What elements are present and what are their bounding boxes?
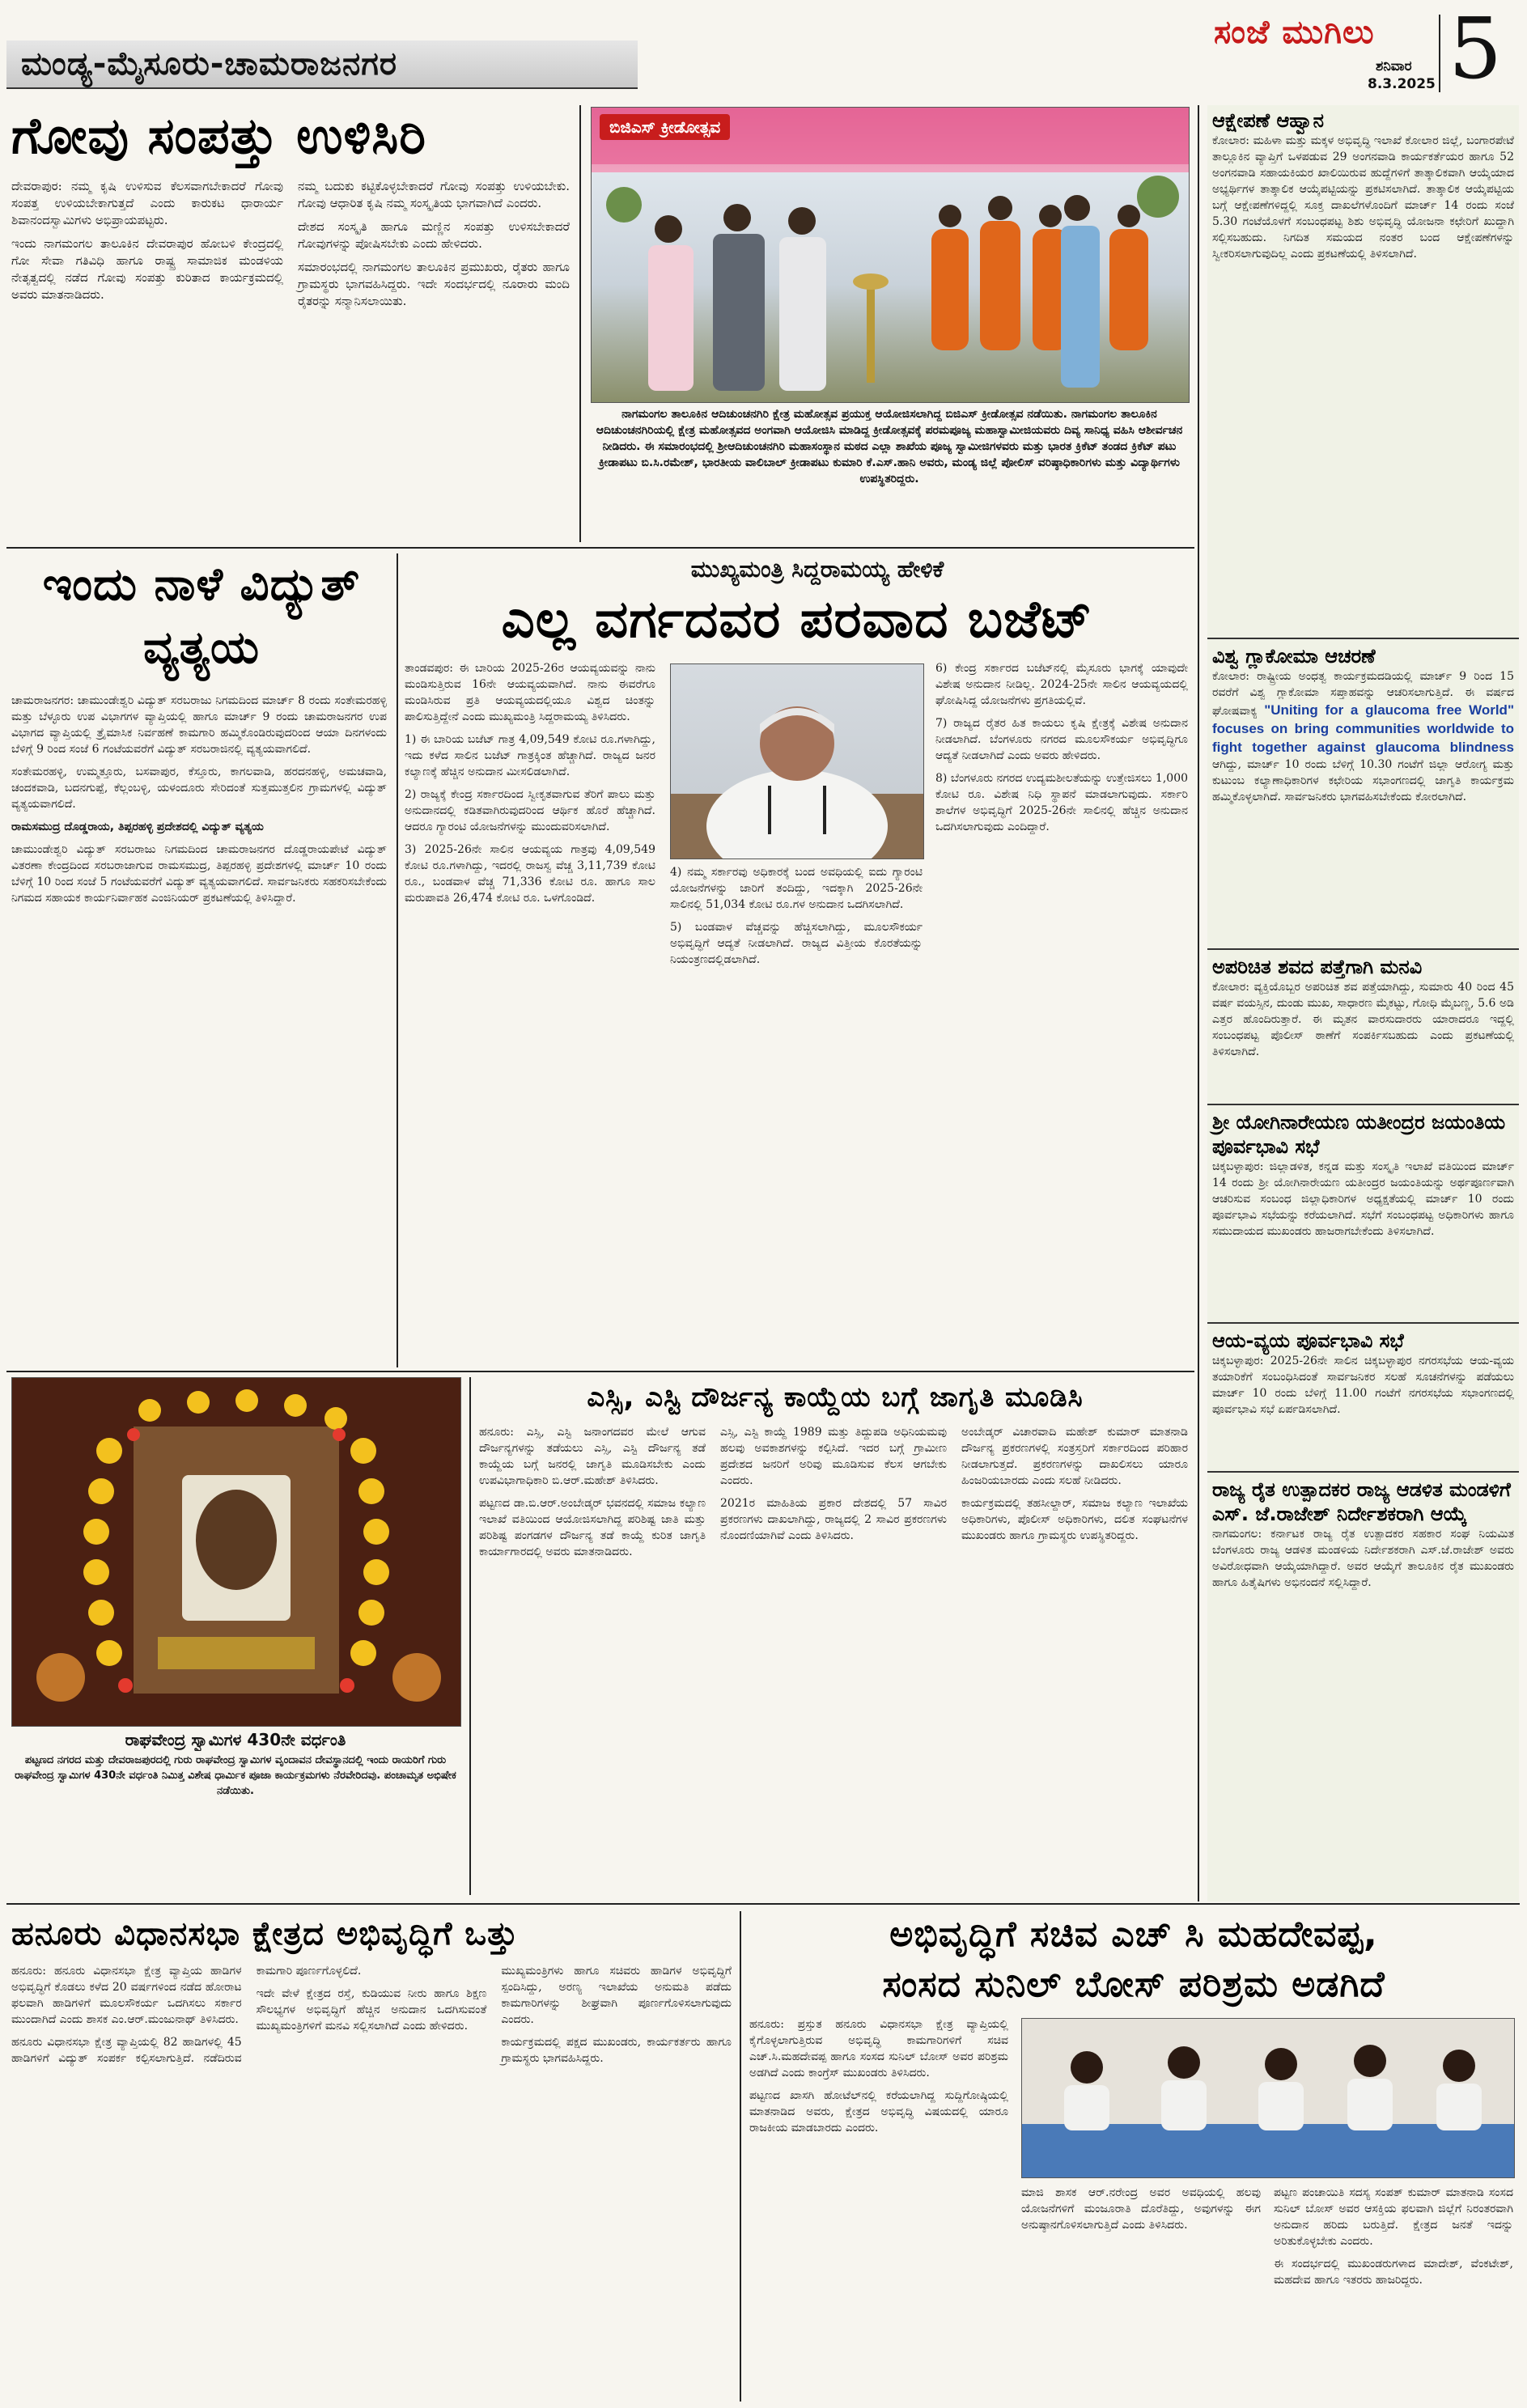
power-p2: ಸಂತೇಮರಹಳ್ಳಿ, ಉಮ್ಮತ್ತೂರು, ಬಸವಾಪುರ, ಕೆಸ್ತೂರು, ಕಾಗಲವಾಡಿ, ಹರದನಹಳ್ಳಿ, ಅಮಚವಾಡಿ, ಚಂದಕವಾಡಿ, ಬದನಗುಪ್ಪೆ, ಕೆಲ್ಲಂಬಳ್ಳಿ, ಯಳಂದೂರು ಸೇರಿದಂತೆ ಸುತ್ತಮುತ್ತಲಿನ ಗ್ರಾಮಗಳಲ್ಲಿ ವಿದ್ಯುತ್ ವ್ಯತ್ಯಯವಾಗಲಿದೆ. <box>11 765 387 811</box>
sidebar-s5-body: ಚಿಕ್ಕಬಳ್ಳಾಪುರ: 2025-26ನೇ ಸಾಲಿನ ಚಿಕ್ಕಬಳ್ಳಾಪುರ ನಗರಸಭೆಯ ಆಯ-ವ್ಯಯ ತಯಾರಿಕೆಗೆ ಸಂಬಂಧಿಸಿದಂತೆ ಸಾರ್ವಜನಿಕರ ಸಲಹೆ ಸೂಚನೆಗಳನ್ನು ಪಡೆಯಲು ಮಾರ್ಚ್ 10 ರಂದು ಬೆಳಿಗ್ಗೆ 11.00 ಗಂಟೆಗೆ ನಗರಸಭೆಯ ಸಭಾಂಗಣದಲ್ಲಿ ಪೂರ್ವಭಾವಿ ಸಭೆ ಏರ್ಪಡಿಸಲಾಗಿದೆ. <box>1212 1354 1514 1416</box>
sports-tag: ಬಿಜಿಎಸ್ ಕ್ರೀಡೋತ್ಸವ <box>600 114 730 140</box>
issue-date: 8.3.2025 <box>1368 76 1436 92</box>
temple-caption-body: ಪಟ್ಟಣದ ನಗರದ ಮತ್ತು ದೇವರಾಜಪುರದಲ್ಲಿ ಗುರು ರಾಘವೇಂದ್ರ ಸ್ವಾಮಿಗಳ ವೃಂದಾವನ ದೇವಸ್ಥಾನದಲ್ಲಿ ಇಂದು ರಾಯರಿಗೆ ಗುರು ರಾಘವೇಂದ್ರ ಸ್ವಾಮಿಗಳ 430ನೇ ವರ್ಧಂತಿ ನಿಮಿತ್ತ ವಿಶೇಷ ಧಾರ್ಮಿಕ ಪೂಜಾ ಕಾರ್ಯಕ್ರಮಗಳು ನೆರವೇರಿದವು. ಪಂಚಾಮೃತ ಅಭಿಷೇಕ ನಡೆಯಿತು. <box>15 1754 456 1797</box>
divider-v2 <box>397 553 398 1367</box>
power-p1: ಚಾಮರಾಜನಗರ: ಚಾಮುಂಡೇಶ್ವರಿ ವಿದ್ಯುತ್ ಸರಬರಾಜು ನಿಗಮದಿಂದ ಮಾರ್ಚ್ 8 ರಂದು ಸಂತೇಮರಹಳ್ಳಿ ಮತ್ತು ಬೆಳ್ಳೂರು ಉಪ ವಿಭಾಗಗಳ ವ್ಯಾಪ್ತಿಯಲ್ಲಿ ಹಾಗೂ ಮಾರ್ಚ್ 9 ರಂದು ಚಾಮರಾಜನಗರ ಉಪ ವಿಭಾಗದ ವ್ಯಾಪ್ತಿಯಲ್ಲಿ ತ್ರೈಮಾಸಿಕ ನಿರ್ವಹಣೆ ಕಾಮಗಾರಿ ಹಮ್ಮಿಕೊಂಡಿರುವುದರಿಂದ ಆಯಾ ದಿನಗಳಂದು ಬೆಳಿಗ್ಗೆ 9 ರಿಂದ ಸಂಜೆ 6 ಗಂಟೆಯವರೆಗೆ ವಿದ್ಯುತ್ ಸರಬರಾಜಿನಲ್ಲಿ ವ್ಯತ್ಯಯವಾಗಲಿದೆ. <box>11 694 387 756</box>
power-headline: ಇಂದು ನಾಳೆ ವಿದ್ಯುತ್ ವ್ಯತ್ಯಯ <box>42 558 361 674</box>
budget-col1 <box>405 660 655 1359</box>
scst-body <box>479 1424 1188 1893</box>
divider-v1 <box>579 105 581 542</box>
mahadevappa-p3: ಮಾಜಿ ಶಾಸಕ ಆರ್.ನರೇಂದ್ರ ಅವರ ಅವಧಿಯಲ್ಲಿ ಹಲವು ಯೋಜನೆಗಳಿಗೆ ಮಂಜೂರಾತಿ ದೊರೆತಿದ್ದು, ಅವುಗಳನ್ನು ಈಗ ಅನುಷ್ಠಾನಗೊಳಿಸಲಾಗುತ್ತಿದೆ ಎಂದು ತಿಳಿಸಿದರು. <box>1021 2186 1261 2232</box>
cow-p3: ನಮ್ಮ ಬದುಕು ಕಟ್ಟಿಕೊಳ್ಳಬೇಕಾದರೆ ಗೋವು ಸಂಪತ್ತು ಉಳಿಯಬೇಕು. ಗೋವು ಆಧಾರಿತ ಕೃಷಿ ನಮ್ಮ ಸಂಸ್ಕೃತಿಯ ಭಾಗವಾಗಿದೆ ಎಂದರು. <box>298 179 570 210</box>
sidebar-s6-body: ನಾಗಮಂಗಲ: ಕರ್ನಾಟಕ ರಾಜ್ಯ ರೈತ ಉತ್ಪಾದಕರ ಸಹಕಾರ ಸಂಘ ನಿಯಮಿತ ಬೆಂಗಳೂರು ರಾಜ್ಯ ಆಡಳಿತ ಮಂಡಳಿಯ ನಿರ್ದೇಶಕರಾಗಿ ಎಸ್.ಜೆ.ರಾಜೇಶ್ ಅವರು ಅವಿರೋಧವಾಗಿ ಆಯ್ಕೆಯಾಗಿದ್ದಾರೆ. ಅವರ ಆಯ್ಕೆಗೆ ತಾಲೂಕಿನ ರೈತ ಮುಖಂಡರು ಹಾಗೂ ಹಿತೈಷಿಗಳು ಅಭಿನಂದನೆ ಸಲ್ಲಿಸಿದ್ದಾರೆ. <box>1212 1528 1514 1589</box>
sidebar-s2-text2: ಆಗಿದ್ದು, ಮಾರ್ಚ್ 10 ರಂದು ಬೆಳಿಗ್ಗೆ 10.30 ಗಂಟೆಗೆ ಜಿಲ್ಲಾ ಆರೋಗ್ಯ ಮತ್ತು ಕುಟುಂಬ ಕಲ್ಯಾಣಾಧಿಕಾರಿಗಳ ಕಛೇರಿಯ ಸಭಾಂಗಣದಲ್ಲಿ ಜಾಗೃತಿ ಕಾರ್ಯಕ್ರಮ ಹಮ್ಮಿಕೊಳ್ಳಲಾಗಿದೆ. ಸಾರ್ವಜನಿಕರು ಭಾಗವಹಿಸಬೇಕೆಂದು ಕೋರಲಾಗಿದೆ. <box>1212 758 1514 803</box>
divider-h2 <box>6 1371 1194 1372</box>
mahadevappa-p2: ಪಟ್ಟಣದ ಖಾಸಗಿ ಹೋಟೆಲ್‌ನಲ್ಲಿ ಕರೆಯಲಾಗಿದ್ದ ಸುದ್ದಿಗೋಷ್ಠಿಯಲ್ಲಿ ಮಾತನಾಡಿದ ಅವರು, ಕ್ಷೇತ್ರದ ಅಭಿವೃದ್ಧಿ ವಿಷಯದಲ್ಲಿ ಯಾರೂ ರಾಜಕೀಯ ಮಾಡಬಾರದು ಎಂದರು. <box>749 2089 1008 2135</box>
sidebar-rule-3 <box>1207 1104 1519 1105</box>
scst-p1: ಹನೂರು: ಎಸ್ಸಿ, ಎಸ್ಟಿ ಜನಾಂಗದವರ ಮೇಲೆ ಆಗುವ ದೌರ್ಜನ್ಯಗಳನ್ನು ತಡೆಯಲು ಎಸ್ಸಿ, ಎಸ್ಟಿ ದೌರ್ಜನ್ಯ ತಡೆ ಕಾಯ್ದೆಯ ಬಗ್ಗೆ ಜನರಲ್ಲಿ ಜಾಗೃತಿ ಮೂಡಿಸಬೇಕು ಎಂದು ಉಪವಿಭಾಗಾಧಿಕಾರಿ ಬಿ.ಆರ್.ಮಹೇಶ್ ತಿಳಿಸಿದರು. <box>479 1426 706 1487</box>
cm-photo <box>670 663 924 859</box>
sidebar-rule-5 <box>1207 1471 1519 1473</box>
sports-photo <box>591 107 1190 403</box>
budget-p6: 5) ಬಂಡವಾಳ ವೆಚ್ಚವನ್ನು ಹೆಚ್ಚಿಸಲಾಗಿದ್ದು, ಮೂಲಸೌಕರ್ಯ ಅಭಿವೃದ್ಧಿಗೆ ಆದ್ಯತೆ ನೀಡಲಾಗಿದೆ. ರಾಜ್ಯದ ವಿತ್ತೀಯ ಕೊರತೆಯನ್ನು ನಿಯಂತ್ರಣದಲ್ಲಿಡಲಾಗಿದೆ. <box>670 921 923 966</box>
section-banner <box>6 40 638 89</box>
cow-p5: ಸಮಾರಂಭದಲ್ಲಿ ನಾಗಮಂಗಲ ತಾಲೂಕಿನ ಪ್ರಮುಖರು, ರೈತರು ಹಾಗೂ ಗ್ರಾಮಸ್ಥರು ಭಾಗವಹಿಸಿದ್ದರು. ಇದೇ ಸಂದರ್ಭದಲ್ಲಿ ನೂರಾರು ಮಂದಿ ರೈತರನ್ನು ಸನ್ಮಾನಿಸಲಾಯಿತು. <box>298 260 570 308</box>
sidebar-s4-body: ಚಿಕ್ಕಬಳ್ಳಾಪುರ: ಜಿಲ್ಲಾಡಳಿತ, ಕನ್ನಡ ಮತ್ತು ಸಂಸ್ಕೃತಿ ಇಲಾಖೆ ವತಿಯಿಂದ ಮಾರ್ಚ್ 14 ರಂದು ಶ್ರೀ ಯೋಗಿನಾರೇಯಣ ಯತೀಂದ್ರರ ಜಯಂತಿಯನ್ನು ಅರ್ಥಪೂರ್ಣವಾಗಿ ಆಚರಿಸುವ ಸಂಬಂಧ ಜಿಲ್ಲಾಧಿಕಾರಿಗಳ ಅಧ್ಯಕ್ಷತೆಯಲ್ಲಿ ಮಾರ್ಚ್ 10 ರಂದು ಪೂರ್ವಭಾವಿ ಸಭೆಯನ್ನು ಕರೆಯಲಾಗಿದೆ. ಸಭೆಗೆ ಸಂಬಂಧಪಟ್ಟ ಅಧಿಕಾರಿಗಳು ಹಾಗೂ ಸಮುದಾಯದ ಮುಖಂಡರು ಹಾಜರಾಗಬೇಕೆಂದು ತಿಳಿಸಲಾಗಿದೆ. <box>1212 1160 1514 1238</box>
mahadevappa-headline-2: ಸಂಸದ ಸುನಿಲ್ ಬೋಸ್ ಪರಿಶ್ರಮ ಅಡಗಿದೆ <box>882 1964 1385 2005</box>
divider-h3 <box>6 1903 1520 1905</box>
budget-kicker: ಮುಖ್ಯಮಂತ್ರಿ ಸಿದ್ದರಾಮಯ್ಯ ಹೇಳಿಕೆ <box>690 556 944 583</box>
scst-p5: ಅಂಬೇಡ್ಕರ್ ವಿಚಾರವಾದಿ ಮಹೇಶ್ ಕುಮಾರ್ ಮಾತನಾಡಿ ದೌರ್ಜನ್ಯ ಪ್ರಕರಣಗಳಲ್ಲಿ ಸಂತ್ರಸ್ತರಿಗೆ ಸರ್ಕಾರದಿಂದ ಪರಿಹಾರ ನೀಡಲಾಗುತ್ತದೆ. ಪ್ರಕರಣಗಳನ್ನು ದಾಖಲಿಸಲು ಯಾರೂ ಹಿಂಜರಿಯಬಾರದು ಎಂದು ಸಲಹೆ ನೀಡಿದರು. <box>961 1426 1188 1487</box>
sidebar-s1-body: ಕೋಲಾರ: ಮಹಿಳಾ ಮತ್ತು ಮಕ್ಕಳ ಅಭಿವೃದ್ಧಿ ಇಲಾಖೆ ಕೋಲಾರ ಜಿಲ್ಲೆ, ಬಂಗಾರಪೇಟೆ ತಾಲ್ಲೂಕಿನ ವ್ಯಾಪ್ತಿಗೆ ಒಳಪಡುವ 29 ಅಂಗನವಾಡಿ ಕಾರ್ಯಕರ್ತೆಯರ ಹಾಗೂ 52 ಅಂಗನವಾಡಿ ಸಹಾಯಕಿಯರ ಖಾಲಿಯಿರುವ ಹುದ್ದೆಗಳಿಗೆ ತಾತ್ಕಾಲಿಕವಾಗಿ ಆಯ್ಕೆಯಾದ ಅಭ್ಯರ್ಥಿಗಳ ತಾತ್ಕಾಲಿಕ ಆಯ್ಕೆಪಟ್ಟಿಯನ್ನು ಪ್ರಕಟಿಸಲಾಗಿದೆ. ತಾತ್ಕಾಲಿಕ ಆಯ್ಕೆಪಟ್ಟಿಯ ಬಗ್ಗೆ ಆಕ್ಷೇಪಣೆಗಳಿದ್ದಲ್ಲಿ ಸೂಕ್ತ ದಾಖಲೆಗಳೊಂದಿಗೆ ಮಾರ್ಚ್ 14 ರಂದು ಸಂಜೆ 5.30 ಗಂಟೆಯೊಳಗೆ ಸಂಬಂಧಪಟ್ಟ ಶಿಶು ಅಭಿವೃದ್ಧಿ ಯೋಜನಾ ಕಛೇರಿಗೆ ಖುದ್ದಾಗಿ ಸಲ್ಲಿಸಬಹುದು. ನಿಗದಿತ ಸಮಯದ ನಂತರ ಬಂದ ಆಕ್ಷೇಪಣೆಗಳನ್ನು ಸ್ವೀಕರಿಸಲಾಗುವುದಿಲ್ಲ ಎಂದು ಪ್ರಕಟಣೆಯಲ್ಲಿ ತಿಳಿಸಲಾಗಿದೆ. <box>1212 134 1514 261</box>
masthead-divider <box>1439 15 1440 92</box>
sidebar-s2-text: ಕೋಲಾರ: ರಾಷ್ಟ್ರೀಯ ಅಂಧತ್ವ ಕಾರ್ಯಕ್ರಮದಡಿಯಲ್ಲಿ ಮಾರ್ಚ್ 9 ರಿಂದ 15 ರವರೆಗೆ ವಿಶ್ವ ಗ್ಲಾಕೋಮಾ ಸಪ್ತಾಹವನ್ನು ಆಚರಿಸಲಾಗುತ್ತಿದೆ. ಈ ವರ್ಷದ ಘೋಷವಾಕ್ಯ <box>1212 670 1514 718</box>
sidebar-s4-head: ಶ್ರೀ ಯೋಗಿನಾರೇಯಣ ಯತೀಂದ್ರರ ಜಯಂತಿಯ ಪೂರ್ವಭಾವಿ ಸಭೆ <box>1212 1111 1506 1158</box>
cm-photo-illustration <box>671 664 923 858</box>
budget-p8: 7) ರಾಜ್ಯದ ರೈತರ ಹಿತ ಕಾಯಲು ಕೃಷಿ ಕ್ಷೇತ್ರಕ್ಕೆ ವಿಶೇಷ ಅನುದಾನ ನೀಡಲಾಗಿದೆ. ಬೆಂಗಳೂರು ನಗರದ ಮೂಲಸೌಕರ್ಯ ಅಭಿವೃದ್ಧಿಗೂ ಆದ್ಯತೆ ನೀಡಲಾಗಿದೆ ಎಂದು ಅವರು ಹೇಳಿದರು. <box>935 717 1188 762</box>
hanur-p5: ಕಾರ್ಯಕ್ರಮದಲ್ಲಿ ಪಕ್ಷದ ಮುಖಂಡರು, ಕಾರ್ಯಕರ್ತರು ಹಾಗೂ ಗ್ರಾಮಸ್ಥರು ಭಾಗವಹಿಸಿದ್ದರು. <box>501 2036 732 2065</box>
sidebar-rule-4 <box>1207 1322 1519 1324</box>
mahadevappa-headline-1: ಅಭಿವೃದ್ಧಿಗೆ ಸಚಿವ ಎಚ್ ಸಿ ಮಹದೇವಪ್ಪ, <box>889 1914 1378 1955</box>
scst-p6: ಕಾರ್ಯಕ್ರಮದಲ್ಲಿ ತಹಸೀಲ್ದಾರ್, ಸಮಾಜ ಕಲ್ಯಾಣ ಇಲಾಖೆಯ ಅಧಿಕಾರಿಗಳು, ಪೊಲೀಸ್ ಅಧಿಕಾರಿಗಳು, ದಲಿತ ಸಂಘಟನೆಗಳ ಮುಖಂಡರು ಹಾಗೂ ಗ್ರಾಮಸ್ಥರು ಉಪಸ್ಥಿತರಿದ್ದರು. <box>961 1497 1188 1542</box>
cow-p1: ದೇವರಾಪುರ: ನಮ್ಮ ಕೃಷಿ ಉಳಿಸುವ ಕೆಲಸವಾಗಬೇಕಾದರೆ ಗೋವು ಸಂಪತ್ತ ಉಳಿಯಬೇಕಾಗುತ್ತದೆ ಎಂದು ಕಾರುಕಟ ಧಾರಾರ್ಯ ಶಿವಾನಂದಸ್ವಾಮಿಗಳು ಅಭಿಪ್ರಾಯಪಟ್ಟರು. <box>11 179 283 227</box>
sidebar-s6-head: ರಾಜ್ಯ ರೈತ ಉತ್ಪಾದಕರ ರಾಜ್ಯ ಆಡಳಿತ ಮಂಡಳಿಗೆ ಎಸ್. ಜೆ.ರಾಜೇಶ್ ನಿರ್ದೇಶಕರಾಗಿ ಆಯ್ಕೆ <box>1212 1478 1511 1525</box>
cow-headline: ಗೋವು ಸಂಪತ್ತು ಉಳಿಸಿರಿ <box>11 106 426 165</box>
budget-col2 <box>670 864 923 1359</box>
sidebar-s2-head: ವಿಶ್ವ ಗ್ಲಾಕೋಮಾ ಆಚರಣೆ <box>1212 645 1376 668</box>
cow-p4: ದೇಶದ ಸಂಸ್ಕೃತಿ ಹಾಗೂ ಮಣ್ಣಿನ ಸಂಪತ್ತು ಉಳಿಸಬೇಕಾದರೆ ಗೋವುಗಳನ್ನು ಪೋಷಿಸಬೇಕು ಎಂದು ಹೇಳಿದರು. <box>298 219 570 251</box>
temple-photo-illustration <box>12 1378 460 1726</box>
sidebar <box>1207 105 1519 1901</box>
mahadevappa-col2 <box>1021 2185 1261 2400</box>
divider-v3 <box>469 1377 471 1895</box>
temple-photo <box>11 1377 461 1727</box>
temple-caption-head: ರಾಘವೇಂದ್ರ ಸ್ವಾಮಿಗಳ 430ನೇ ವರ್ಧಂತಿ <box>125 1730 346 1749</box>
scst-p2: ಪಟ್ಟಣದ ಡಾ.ಬಿ.ಆರ್.ಅಂಬೇಡ್ಕರ್ ಭವನದಲ್ಲಿ ಸಮಾಜ ಕಲ್ಯಾಣ ಇಲಾಖೆ ವತಿಯಿಂದ ಆಯೋಜಿಸಲಾಗಿದ್ದ ಪರಿಶಿಷ್ಟ ಜಾತಿ ಮತ್ತು ಪರಿಶಿಷ್ಟ ಪಂಗಡಗಳ ದೌರ್ಜನ್ಯ ತಡೆ ಕಾಯ್ದೆ ಕುರಿತ ಜಾಗೃತಿ ಕಾರ್ಯಾಗಾರದಲ್ಲಿ ಅವರು ಮಾತನಾಡಿದರು. <box>479 1497 706 1558</box>
mahadevappa-p4: ಪಟ್ಟಣ ಪಂಚಾಯಿತಿ ಸದಸ್ಯ ಸಂಪತ್ ಕುಮಾರ್ ಮಾತನಾಡಿ ಸಂಸದ ಸುನಿಲ್ ಬೋಸ್ ಅವರ ಆಸಕ್ತಿಯ ಫಲವಾಗಿ ಜಿಲ್ಲೆಗೆ ನಿರಂತರವಾಗಿ ಅನುದಾನ ಹರಿದು ಬರುತ್ತಿದೆ. ಕ್ಷೇತ್ರದ ಜನತೆ ಇದನ್ನು ಅರಿತುಕೊಳ್ಳಬೇಕು ಎಂದರು. <box>1274 2186 1513 2248</box>
hanur-p1: ಹನೂರು: ಹನೂರು ವಿಧಾನಸಭಾ ಕ್ಷೇತ್ರ ವ್ಯಾಪ್ತಿಯ ಹಾಡಿಗಳ ಅಭಿವೃದ್ಧಿಗೆ ಕೊಡಲು ಕಳೆದ 20 ವರ್ಷಗಳಿಂದ ನಡೆದ ಹೋರಾಟ ಫಲವಾಗಿ ಹಾಡಿಗಳಿಗೆ ಮೂಲಸೌಕರ್ಯ ಒದಗಿಸಲು ಸರ್ಕಾರ ಮುಂದಾಗಿದೆ ಎಂದು ಶಾಸಕ ಎಂ.ಆರ್.ಮಂಜುನಾಥ್ ತಿಳಿಸಿದರು. <box>11 1965 242 2026</box>
divider-h1 <box>6 547 1194 549</box>
sidebar-s2-english: "Uniting for a glaucoma free World" focuses on bring communities worldwide to fight together against glaucoma blindness <box>1212 702 1515 755</box>
divider-sidebar <box>1198 105 1199 1901</box>
sidebar-s1-head: ಆಕ್ಷೇಪಣೆ ಆಹ್ವಾನ <box>1212 109 1325 132</box>
sidebar-rule-2 <box>1207 948 1519 950</box>
issue-day: ಶನಿವಾರ <box>1376 58 1412 74</box>
scst-p4: 2021ರ ಮಾಹಿತಿಯ ಪ್ರಕಾರ ದೇಶದಲ್ಲಿ 57 ಸಾವಿರ ಪ್ರಕರಣಗಳು ದಾಖಲಾಗಿದ್ದು, ರಾಜ್ಯದಲ್ಲಿ 2 ಸಾವಿರ ಪ್ರಕರಣಗಳು ನೊಂದಣಿಯಾಗಿವೆ ಎಂದು ತಿಳಿಸಿದರು. <box>720 1497 947 1542</box>
power-p4: ಚಾಮುಂಡೇಶ್ವರಿ ವಿದ್ಯುತ್ ಸರಬರಾಜು ನಿಗಮದಿಂದ ಚಾಮರಾಜನಗರ ದೊಡ್ಡರಾಯಪೇಟೆ ವಿದ್ಯುತ್ ವಿತರಣಾ ಕೇಂದ್ರದಿಂದ ಸರಬರಾಜಾಗುವ ರಾಮಸಮುದ್ರ, ತಿಪ್ಪರಹಳ್ಳಿ ಪ್ರದೇಶಗಳಲ್ಲಿ ಮಾರ್ಚ್ 10 ರಂದು ಬೆಳಿಗ್ಗೆ 10 ರಿಂದ ಸಂಜೆ 5 ಗಂಟೆಯವರೆಗೆ ವಿದ್ಯುತ್ ವ್ಯತ್ಯಯವಾಗಲಿದೆ. ಸಾರ್ವಜನಿಕರು ಸಹಕರಿಸಬೇಕೆಂದು ನಿಗಮದ ಸಹಾಯಕ ಕಾರ್ಯನಿರ್ವಾಹಕ ಎಂಜಿನಿಯರ್ ಪ್ರಕಟಣೆಯಲ್ಲಿ ತಿಳಿಸಿದ್ದಾರೆ. <box>11 843 387 905</box>
brand-logo <box>1214 10 1440 58</box>
sidebar-s3-body: ಕೋಲಾರ: ವ್ಯಕ್ತಿಯೊಬ್ಬರ ಅಪರಿಚಿತ ಶವ ಪತ್ತೆಯಾಗಿದ್ದು, ಸುಮಾರು 40 ರಿಂದ 45 ವರ್ಷ ವಯಸ್ಸಿನ, ದುಂಡು ಮುಖ, ಸಾಧಾರಣ ಮೈಕಟ್ಟು, ಗೋಧಿ ಮೈಬಣ್ಣ, 5.6 ಅಡಿ ಎತ್ತರ ಹೊಂದಿರುತ್ತಾರೆ. ಈ ಮೃತನ ವಾರಸುದಾರರು ಯಾರಾದರೂ ಇದ್ದಲ್ಲಿ ಸಂಬಂಧಪಟ್ಟ ಪೊಲೀಸ್ ಠಾಣೆಗೆ ಸಂಪರ್ಕಿಸಬಹುದು ಎಂದು ಪ್ರಕಟಣೆಯಲ್ಲಿ ತಿಳಿಸಲಾಗಿದೆ. <box>1212 981 1514 1058</box>
hanur-p4: ಮುಖ್ಯಮಂತ್ರಿಗಳು ಹಾಗೂ ಸಚಿವರು ಹಾಡಿಗಳ ಅಭಿವೃದ್ಧಿಗೆ ಸ್ಪಂದಿಸಿದ್ದು, ಅರಣ್ಯ ಇಲಾಖೆಯ ಅನುಮತಿ ಪಡೆದು ಕಾಮಗಾರಿಗಳನ್ನು ಶೀಘ್ರವಾಗಿ ಪೂರ್ಣಗೊಳಿಸಲಾಗುವುದು ಎಂದರು. <box>501 1965 732 2026</box>
power-subhead: ರಾಮಸಮುದ್ರ ದೊಡ್ಡರಾಯ, ತಿಪ್ಪರಹಳ್ಳಿ ಪ್ರದೇಶದಲ್ಲಿ ವಿದ್ಯುತ್ ವ್ಯತ್ಯಯ <box>11 820 264 833</box>
budget-p3: 2) ರಾಜ್ಯಕ್ಕೆ ಕೇಂದ್ರ ಸರ್ಕಾರದಿಂದ ಸ್ವೀಕೃತವಾಗುವ ತೆರಿಗೆ ಪಾಲು ಮತ್ತು ಅನುದಾನದಲ್ಲಿ ಕಡಿತವಾಗಿರುವುದರಿಂದ ಆರ್ಥಿಕ ಹೊರೆ ಹೆಚ್ಚಾಗಿದೆ. ಆದರೂ ಗ್ಯಾರಂಟಿ ಯೋಜನೆಗಳನ್ನು ಮುಂದುವರಿಸಲಾಗಿದೆ. <box>405 788 655 833</box>
budget-p5: 4) ನಮ್ಮ ಸರ್ಕಾರವು ಅಧಿಕಾರಕ್ಕೆ ಬಂದ ಅವಧಿಯಲ್ಲಿ ಐದು ಗ್ಯಾರಂಟಿ ಯೋಜನೆಗಳನ್ನು ಜಾರಿಗೆ ತಂದಿದ್ದು, ಇದಕ್ಕಾಗಿ 2025-26ನೇ ಸಾಲಿನಲ್ಲಿ 51,034 ಕೋಟಿ ರೂ.ಗಳ ಅನುದಾನ ಒದಗಿಸಲಾಗಿದೆ. <box>670 866 923 911</box>
budget-p1: ತಾಂಡವಪುರ: ಈ ಬಾರಿಯ 2025-26ರ ಆಯವ್ಯಯವನ್ನು ನಾನು ಮಂಡಿಸುತ್ತಿರುವ 16ನೇ ಆಯವ್ಯಯವಾಗಿದೆ. ನಾನು ಈವರೆಗೂ ಮಂಡಿಸಿರುವ ಪ್ರತಿ ಆಯವ್ಯಯದಲ್ಲಿಯೂ ವಿಶ್ವದ ಚಿಂತನ್ನು ಪಾಲಿಸುತ್ತಿದ್ದೇನೆ ಎಂದು ಮುಖ್ಯಮಂತ್ರಿ ಸಿದ್ದರಾಮಯ್ಯ ತಿಳಿಸಿದರು. <box>405 662 655 723</box>
sidebar-s3-head: ಅಪರಿಚಿತ ಶವದ ಪತ್ತೆಗಾಗಿ ಮನವಿ <box>1212 956 1423 978</box>
mahadevappa-col3 <box>1274 2185 1513 2400</box>
budget-col3 <box>935 660 1188 1359</box>
scst-p3: ಎಸ್ಸಿ, ಎಸ್ಟಿ ಕಾಯ್ದೆ 1989 ಮತ್ತು ತಿದ್ದುಪಡಿ ಅಧಿನಿಯಮವು ಹಲವು ಅವಕಾಶಗಳನ್ನು ಕಲ್ಪಿಸಿದೆ. ಇದರ ಬಗ್ಗೆ ಗ್ರಾಮೀಣ ಪ್ರದೇಶದ ಜನರಿಗೆ ಅರಿವು ಮೂಡಿಸುವ ಕೆಲಸ ಆಗಬೇಕು ಎಂದರು. <box>720 1426 947 1487</box>
budget-p7: 6) ಕೇಂದ್ರ ಸರ್ಕಾರದ ಬಜೆಟ್‌ನಲ್ಲಿ ಮೈಸೂರು ಭಾಗಕ್ಕೆ ಯಾವುದೇ ವಿಶೇಷ ಅನುದಾನ ನೀಡಿಲ್ಲ. 2024-25ನೇ ಸಾಲಿನ ಆಯವ್ಯಯದಲ್ಲಿ ಘೋಷಿಸಿದ್ದ ಯೋಜನೆಗಳು ಪ್ರಗತಿಯಲ್ಲಿವೆ. <box>935 662 1188 707</box>
hanur-p2: ಹನೂರು ವಿಧಾನಸಭಾ ಕ್ಷೇತ್ರ ವ್ಯಾಪ್ತಿಯಲ್ಲಿ 82 ಹಾಡಿಗಳಲ್ಲಿ 45 ಹಾಡಿಗಳಿಗೆ ವಿದ್ಯುತ್ ಸಂಪರ್ಕ ಕಲ್ಪಿಸಲಾಗುತ್ತಿದೆ. ನಡೆದಿರುವ ಕಾಮಗಾರಿ ಪೂರ್ಣಗೊಳ್ಳಲಿದೆ. <box>11 1965 362 2065</box>
budget-p4: 3) 2025-26ನೇ ಸಾಲಿನ ಆಯವ್ಯಯ ಗಾತ್ರವು 4,09,549 ಕೋಟಿ ರೂ.ಗಳಾಗಿದ್ದು, ಇದರಲ್ಲಿ ರಾಜಸ್ವ ವೆಚ್ಚ 3,11,739 ಕೋಟಿ ರೂ., ಬಂಡವಾಳ ವೆಚ್ಚ 71,336 ಕೋಟಿ ರೂ. ಹಾಗೂ ಸಾಲ ಮರುಪಾವತಿ 26,474 ಕೋಟಿ ರೂ. ಒಳಗೊಂಡಿದೆ. <box>405 843 655 905</box>
scst-headline: ಎಸ್ಸಿ, ಎಸ್ಟಿ ದೌರ್ಜನ್ಯ ಕಾಯ್ದೆಯ ಬಗ್ಗೆ ಜಾಗೃತಿ ಮೂಡಿಸಿ <box>587 1381 1084 1414</box>
power-body <box>11 693 387 1340</box>
mahadevappa-p1: ಹನೂರು: ಪ್ರಸ್ತುತ ಹನೂರು ವಿಧಾನಸಭಾ ಕ್ಷೇತ್ರ ವ್ಯಾಪ್ತಿಯಲ್ಲಿ ಕೈಗೊಳ್ಳಲಾಗುತ್ತಿರುವ ಅಭಿವೃದ್ಧಿ ಕಾಮಗಾರಿಗಳಿಗೆ ಸಚಿವ ಎಚ್.ಸಿ.ಮಹದೇವಪ್ಪ ಹಾಗೂ ಸಂಸದ ಸುನಿಲ್ ಬೋಸ್ ಅವರ ಪರಿಶ್ರಮ ಅಡಗಿದೆ ಎಂದು ಕಾಂಗ್ರೆಸ್ ಮುಖಂಡರು ತಿಳಿಸಿದರು. <box>749 2018 1008 2079</box>
brand-name: ಸಂಜೆ ಮುಗಿಲು <box>1214 14 1375 51</box>
budget-headline: ಎಲ್ಲ ವರ್ಗದವರ ಪರವಾದ ಬಜೆಟ್ <box>501 590 1093 650</box>
sidebar-rule-1 <box>1207 638 1519 639</box>
press-meet-illustration <box>1022 2019 1514 2177</box>
budget-p2: 1) ಈ ಬಾರಿಯ ಬಜೆಟ್ ಗಾತ್ರ 4,09,549 ಕೋಟಿ ರೂ.ಗಳಾಗಿದ್ದು, ಇದು ಕಳೆದ ಸಾಲಿನ ಬಜೆಟ್ ಗಾತ್ರಕ್ಕಿಂತ ಹೆಚ್ಚಾಗಿದೆ. ರಾಜ್ಯದ ಜನರ ಕಲ್ಯಾಣಕ್ಕೆ ಹೆಚ್ಚಿನ ಅನುದಾನ ಮೀಸಲಿಡಲಾಗಿದೆ. <box>405 733 655 778</box>
sports-caption: ನಾಗಮಂಗಲ ತಾಲೂಕಿನ ಆದಿಚುಂಚನಗಿರಿ ಕ್ಷೇತ್ರ ಮಹೋತ್ಸವ ಪ್ರಯುಕ್ತ ಆಯೋಜಿಸಲಾಗಿದ್ದ ಬಿಜಿಎಸ್ ಕ್ರೀಡೋತ್ಸವ ನಡೆಯಿತು. ನಾಗಮಂಗಲ ತಾಲೂಕಿನ ಆದಿಚುಂಚನಗಿರಿಯಲ್ಲಿ ಕ್ಷೇತ್ರ ಮಹೋತ್ಸವದ ಅಂಗವಾಗಿ ಆಯೋಜಿಸಿ ಮಾಡಿದ್ದ ಕ್ರೀಡೋತ್ಸವಕ್ಕೆ ಪರಮಪೂಜ್ಯ ಮಹಾಸ್ವಾಮೀಜಿಯವರು ದಿವ್ಯ ಸಾನಿಧ್ಯ ವಹಿಸಿ ಆಶೀರ್ವಚನ ನೀಡಿದರು. ಈ ಸಮಾರಂಭದಲ್ಲಿ ಶ್ರೀಆದಿಚುಂಚನಗಿರಿ ಮಹಾಸಂಸ್ಥಾನ ಮಠದ ಎಲ್ಲಾ ಶಾಖೆಯ ಪೂಜ್ಯ ಸ್ವಾಮೀಜಿಗಳವರು ಮತ್ತು ಭಾರತ ಕ್ರಿಕೆಟ್ ತಂಡದ ಕ್ರಿಕೆಟ್ ಪಟು ಕ್ರೀಡಾಪಟು ಬಿ.ಸಿ.ರಮೇಶ್, ಭಾರತೀಯ ವಾಲಿಬಾಲ್ ಕ್ರೀಡಾಪಟು ಕುಮಾರಿ ಕೆ.ಎಸ್.ಹಾನಿ ಅವರು, ಮಂಡ್ಯ ಜಿಲ್ಲೆ ಪೋಲಿಸ್ ವರಿಷ್ಠಾಧಿಕಾರಿಗಳು ಮತ್ತು ವಿದ್ಯಾರ್ಥಿಗಳು ಉಪಸ್ಥಿತರಿದ್ದರು. <box>596 408 1183 485</box>
sidebar-s5-head: ಆಯ-ವ್ಯಯ ಪೂರ್ವಭಾವಿ ಸಭೆ <box>1212 1329 1404 1352</box>
hanur-headline: ಹನೂರು ವಿಧಾನಸಭಾ ಕ್ಷೇತ್ರದ ಅಭಿವೃದ್ಧಿಗೆ ಒತ್ತು <box>11 1915 519 1952</box>
sidebar-s2-body <box>1207 668 1519 943</box>
divider-v4 <box>740 1911 741 2402</box>
mahadevappa-col1 <box>749 2016 1008 2400</box>
budget-p9: 8) ಬೆಂಗಳೂರು ನಗರದ ಉದ್ಯಮಶೀಲತೆಯನ್ನು ಉತ್ತೇಜಿಸಲು 1,000 ಕೋಟಿ ರೂ. ವಿಶೇಷ ನಿಧಿ ಸ್ಥಾಪನೆ ಮಾಡಲಾಗುವುದು. ಸರ್ಕಾರಿ ಶಾಲೆಗಳ ಅಭಿವೃದ್ಧಿಗೆ 2025-26ನೇ ಸಾಲಿನಲ್ಲಿ ಹೆಚ್ಚಿನ ಅನುದಾನ ಒದಗಿಸಲಾಗುವುದು ಎಂದಿದ್ದಾರೆ. <box>935 772 1188 833</box>
section-title: ಮಂಡ್ಯ-ಮೈಸೂರು-ಚಾಮರಾಜನಗರ <box>21 45 398 83</box>
cow-body <box>11 178 570 534</box>
press-meet-photo <box>1021 2018 1515 2178</box>
cow-p2: ಇಂದು ನಾಗಮಂಗಲ ತಾಲೂಕಿನ ದೇವರಾಪುರ ಹೋಬಳಿ ಕೇಂದ್ರದಲ್ಲಿ ಗೋ ಸೇವಾ ಗತಿವಿಧಿ ಹಾಗೂ ರಾಷ್ಟ್ರ ಸಾಮಾಜಿಕ ಮಂಡಳಿಯ ನೇತೃತ್ವದಲ್ಲಿ ನಡೆದ ಗೋವು ಸಂಪತ್ತು ಕುರಿತಾದ ಕಾರ್ಯಕ್ರಮದಲ್ಲಿ ಅವರು ಮಾತನಾಡಿದರು. <box>11 236 283 302</box>
sports-photo-illustration <box>592 108 1189 402</box>
page-number: 5 <box>1449 0 1503 98</box>
mahadevappa-p5: ಈ ಸಂದರ್ಭದಲ್ಲಿ ಮುಖಂಡರುಗಳಾದ ಮಾದೇಶ್, ವೆಂಕಟೇಶ್, ಮಹದೇವ ಹಾಗೂ ಇತರರು ಹಾಜರಿದ್ದರು. <box>1274 2258 1513 2287</box>
hanur-p3: ಇದೇ ವೇಳೆ ಕ್ಷೇತ್ರದ ರಸ್ತೆ, ಕುಡಿಯುವ ನೀರು ಹಾಗೂ ಶಿಕ್ಷಣ ಸೌಲಭ್ಯಗಳ ಅಭಿವೃದ್ಧಿಗೆ ಹೆಚ್ಚಿನ ಅನುದಾನ ಒದಗಿಸುವಂತೆ ಮುಖ್ಯಮಂತ್ರಿಗಳಿಗೆ ಮನವಿ ಸಲ್ಲಿಸಲಾಗಿದೆ ಎಂದು ಹೇಳಿದರು. <box>256 1987 487 2033</box>
hanur-body <box>11 1963 732 2400</box>
